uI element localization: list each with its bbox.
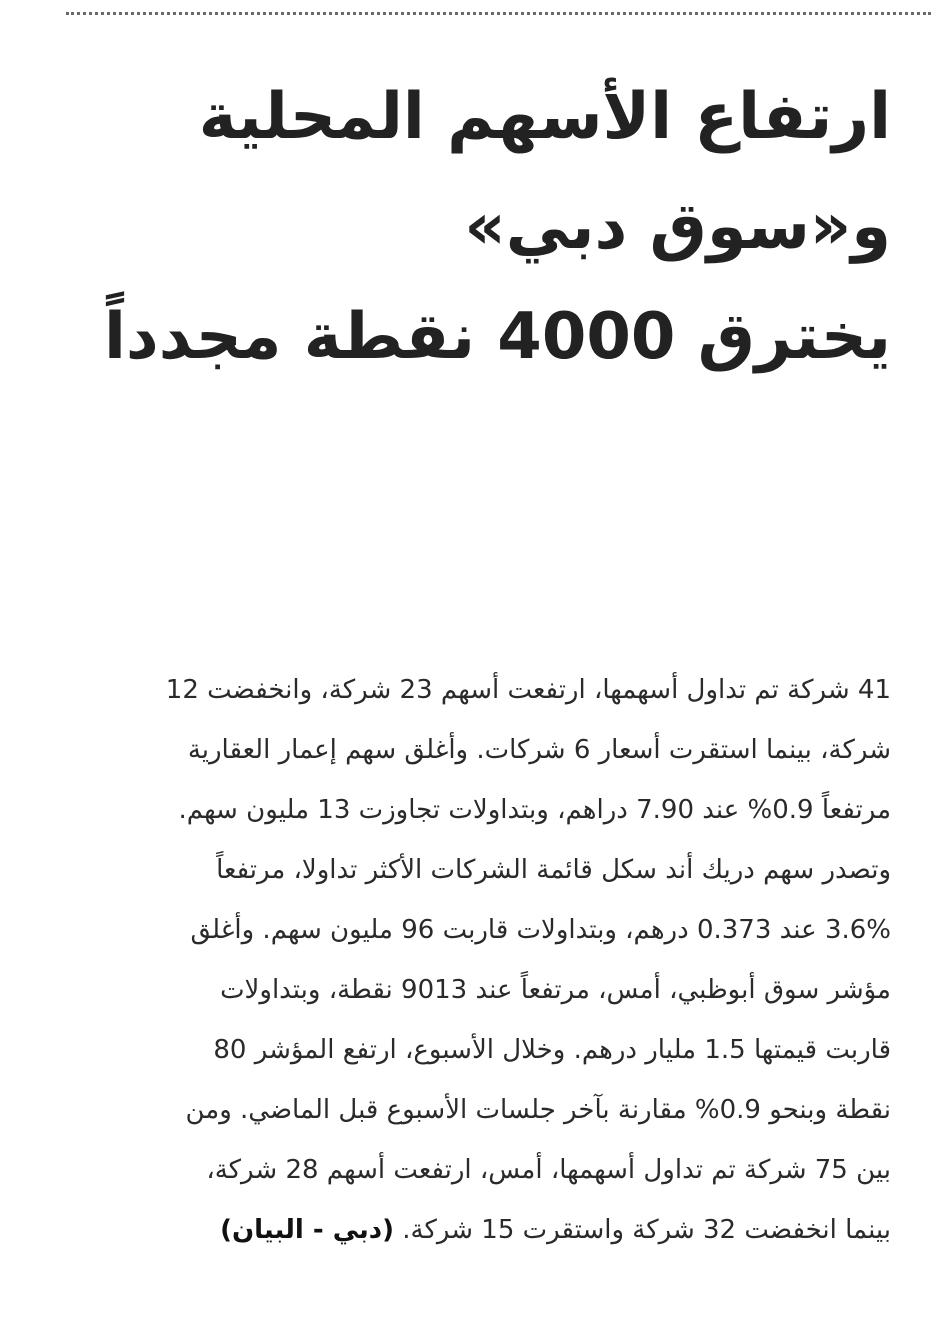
body-line-1: 41 شركة تم تداول أسهمها، ارتفعت أسهم 23 شركة، وانخفضت 12 (165, 675, 891, 705)
headline-line-1: ارتفاع الأسهم المحلية (198, 80, 891, 154)
body-line-4: وتصدر سهم دريك أند سكل قائمة الشركات الأكثر تداولا، مرتفعاً (216, 855, 891, 885)
headline-line-3: يخترق 4000 نقطة مجدداً (103, 300, 891, 374)
body-line-7: قاربت قيمتها 1.5 مليار درهم. وخلال الأسبوع، ارتفع المؤشر 80 (213, 1035, 891, 1065)
headline-line-2: و«سوق دبي» (464, 190, 891, 264)
article-body (66, 660, 891, 1260)
body-line-8: نقطة وبنحو 0.9% مقارنة بآخر جلسات الأسبوع قبل الماضي. ومن (185, 1095, 891, 1125)
body-line-3: مرتفعاً 0.9% عند 7.90 دراهم، وبتداولات تجاوزت 13 مليون سهم. (178, 795, 891, 825)
body-line-2: شركة، بينما استقرت أسعار 6 شركات. وأغلق سهم إعمار العقارية (187, 735, 891, 765)
article-byline: (دبي - البيان) (220, 1215, 395, 1245)
article-headline (71, 62, 891, 392)
body-line-6: مؤشر سوق أبوظبي، أمس، مرتفعاً عند 9013 نقطة، وبتداولات (220, 975, 891, 1005)
body-line-9: بين 75 شركة تم تداول أسهمها، أمس، ارتفعت أسهم 28 شركة، (206, 1155, 891, 1185)
body-line-10-text: بينما انخفضت 32 شركة واستقرت 15 شركة. (402, 1215, 891, 1245)
body-line-10 (66, 1200, 891, 1260)
body-line-5: 3.6% عند 0.373 درهم، وبتداولات قاربت 96 مليون سهم. وأغلق (190, 915, 891, 945)
dotted-divider (66, 12, 931, 15)
